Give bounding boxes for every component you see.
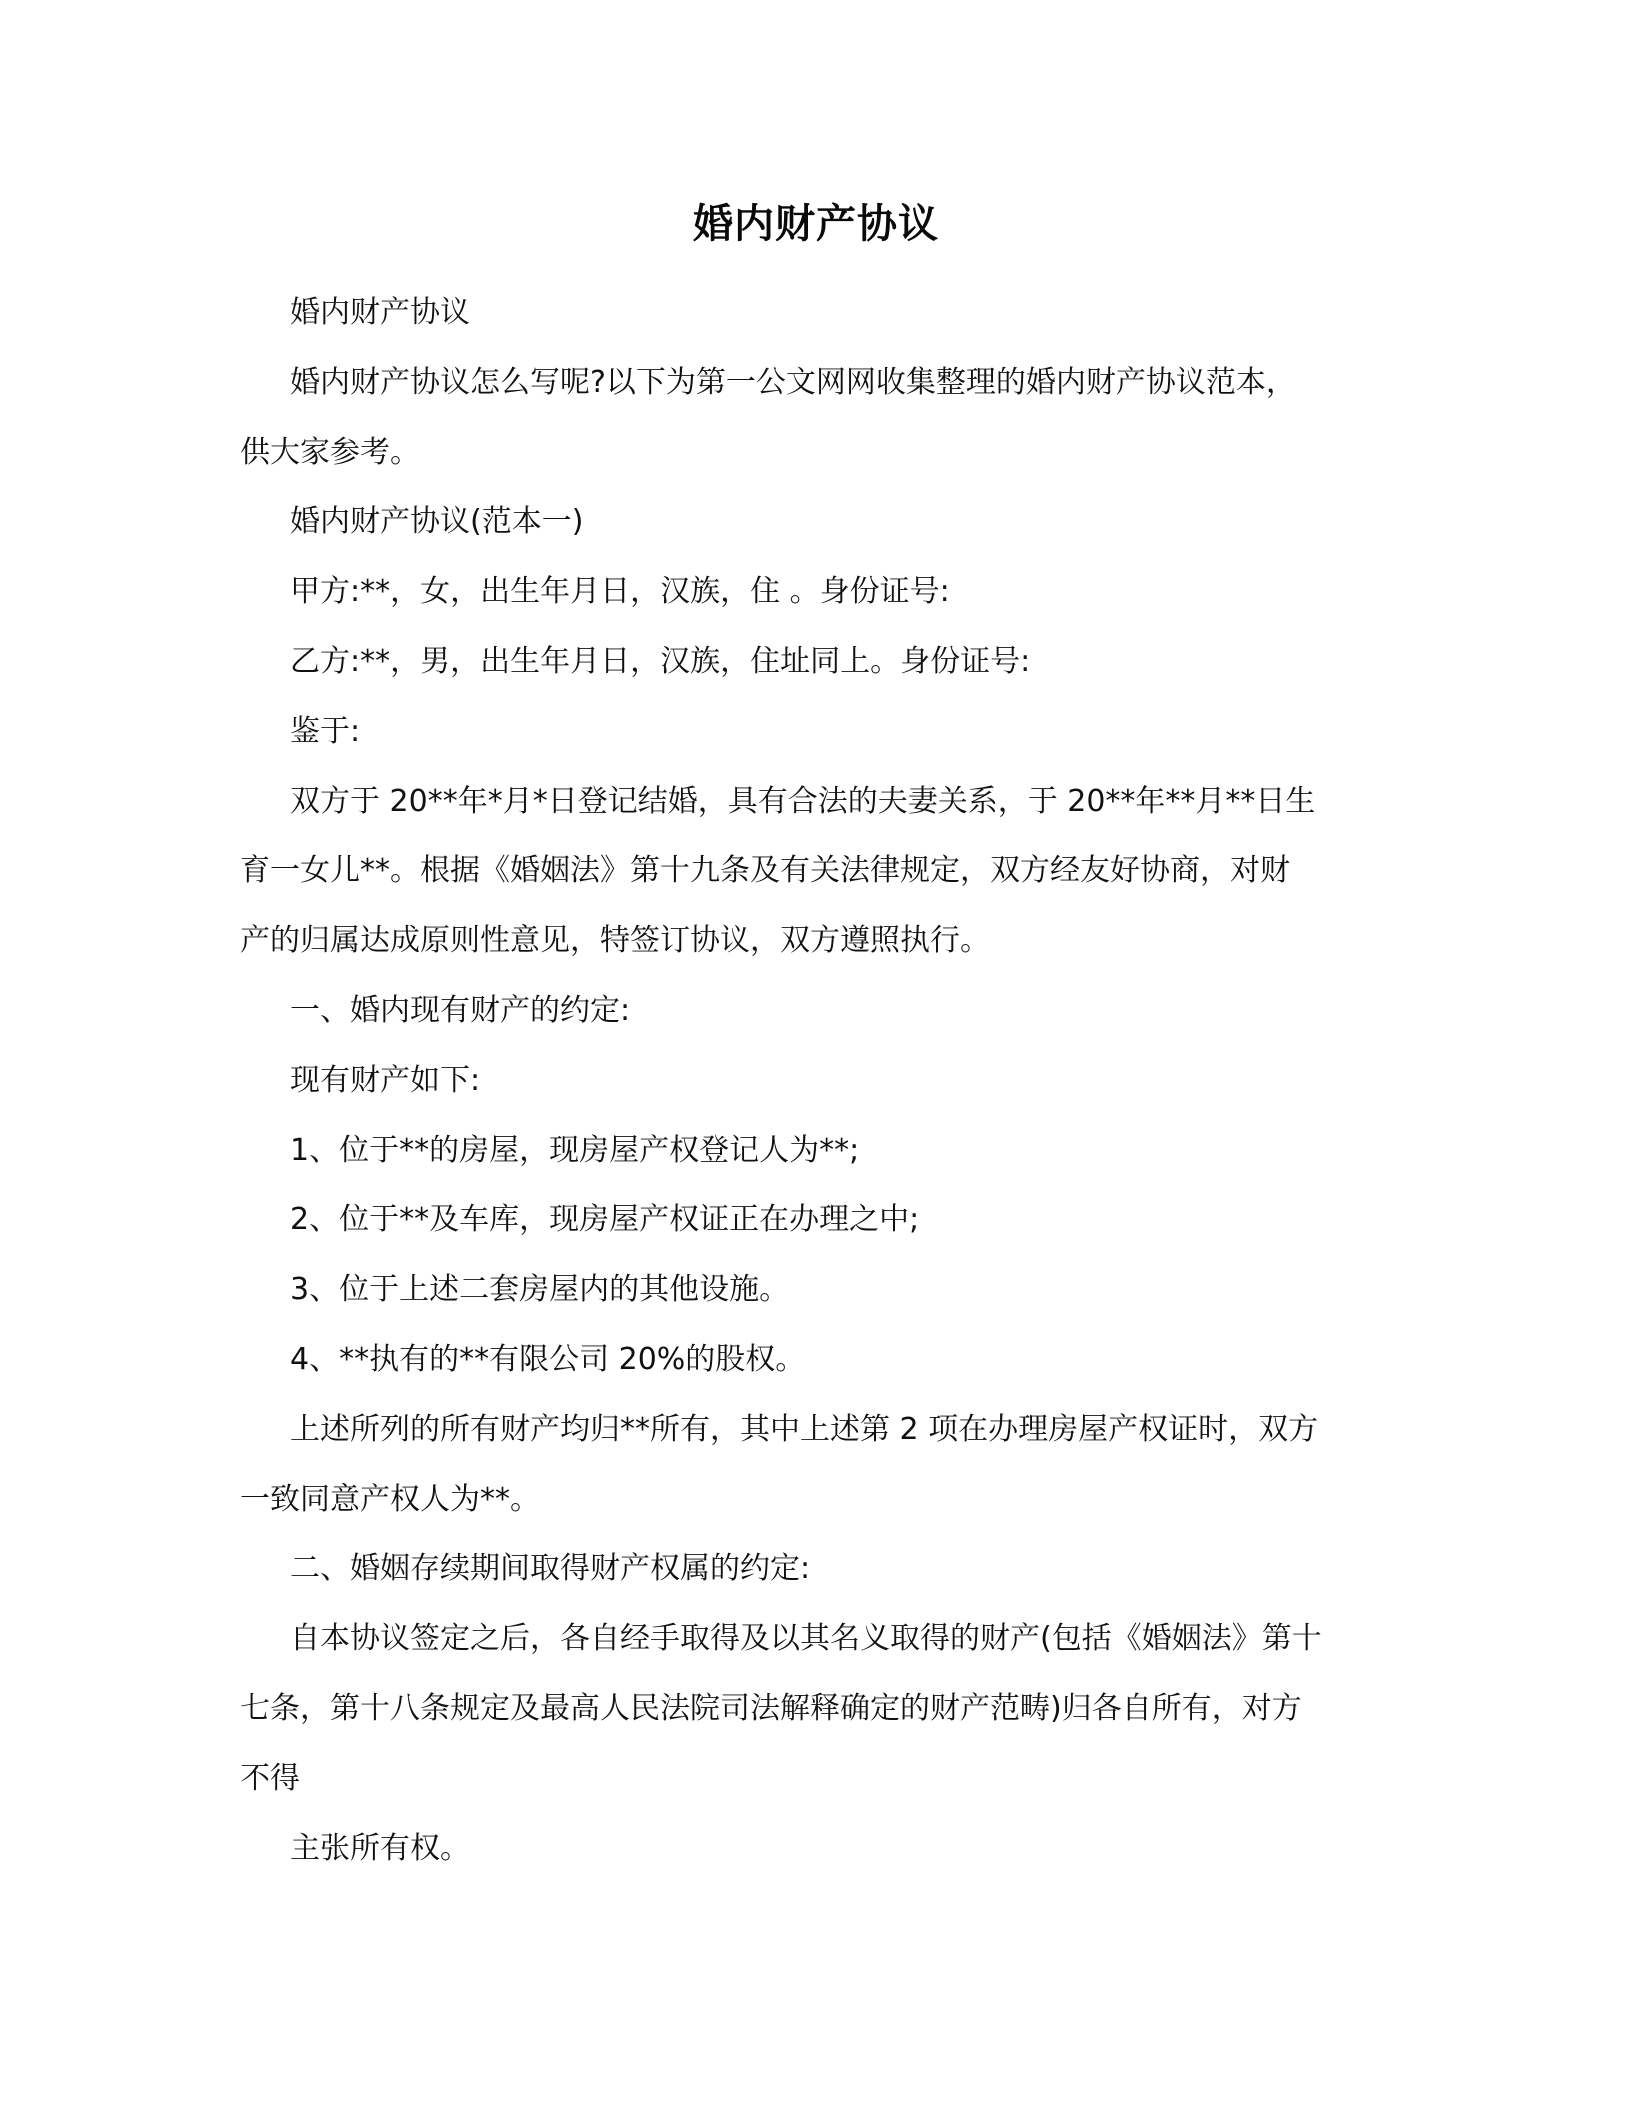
list-item	[240, 1255, 1390, 1325]
paragraph-line: 婚内财产协议(范本一)	[290, 504, 584, 540]
paragraph-line: 2、位于**及车库，现房屋产权证正在办理之中;	[290, 1202, 920, 1238]
paragraph-ownership	[240, 1395, 1390, 1535]
document-body	[240, 278, 1390, 1883]
paragraph-sample-title	[240, 487, 1390, 557]
paragraph-line: 1、位于**的房屋，现房屋产权登记人为**;	[290, 1132, 860, 1168]
paragraph-line: 一致同意产权人为**。	[240, 1481, 540, 1517]
paragraph-recital	[240, 767, 1390, 976]
paragraph-line: 育一女儿**。根据《婚姻法》第十九条及有关法律规定，双方经友好协商，对财	[240, 853, 1290, 889]
paragraph-line: 现有财产如下:	[290, 1062, 481, 1098]
paragraph-line: 乙方:**，男，出生年月日，汉族，住址同上。身份证号:	[290, 643, 1031, 679]
paragraph-line: 甲方:**，女，出生年月日，汉族，住 。身份证号:	[290, 574, 950, 610]
paragraph-line: 4、**执有的**有限公司 20%的股权。	[290, 1341, 806, 1377]
list-item	[240, 1325, 1390, 1395]
paragraph-line: 3、位于上述二套房屋内的其他设施。	[290, 1272, 790, 1308]
list-item	[240, 1116, 1390, 1186]
paragraph-line: 双方于 20**年*月*日登记结婚，具有合法的夫妻关系，于 20**年**月**日生	[290, 783, 1316, 819]
paragraph-line: 一、婚内现有财产的约定:	[290, 992, 631, 1028]
paragraph-claim	[240, 1814, 1390, 1884]
paragraph-intro	[240, 348, 1390, 488]
paragraph-line: 自本协议签定之后，各自经手取得及以其名义取得的财产(包括《婚姻法》第十	[290, 1621, 1322, 1657]
section-heading-1	[240, 976, 1390, 1046]
paragraph-line: 婚内财产协议	[290, 295, 470, 330]
document-title: 婚内财产协议	[693, 201, 939, 247]
paragraph-line: 婚内财产协议怎么写呢?以下为第一公文网网收集整理的婚内财产协议范本，	[290, 364, 1296, 400]
paragraph-party-a	[240, 557, 1390, 627]
paragraph-party-b	[240, 627, 1390, 697]
paragraph-line: 鉴于:	[290, 713, 361, 749]
paragraph-line: 供大家参考。	[240, 434, 420, 470]
paragraph-line: 二、婚姻存续期间取得财产权属的约定:	[290, 1551, 811, 1587]
list-item	[240, 1185, 1390, 1255]
paragraph-heading	[240, 278, 1390, 348]
paragraph-line: 产的归属达成原则性意见，特签订协议，双方遵照执行。	[240, 923, 990, 959]
paragraph-line: 七条，第十八条规定及最高人民法院司法解释确定的财产范畴)归各自所有，对方	[240, 1690, 1302, 1726]
section-heading-2	[240, 1534, 1390, 1604]
paragraph-acquired-property	[240, 1604, 1390, 1813]
paragraph-line: 上述所列的所有财产均归**所有，其中上述第 2 项在办理房屋产权证时，双方	[290, 1411, 1319, 1447]
paragraph-whereas	[240, 697, 1390, 767]
paragraph-line: 主张所有权。	[290, 1830, 470, 1866]
paragraph-line: 不得	[240, 1760, 300, 1796]
paragraph-existing-property	[240, 1046, 1390, 1116]
